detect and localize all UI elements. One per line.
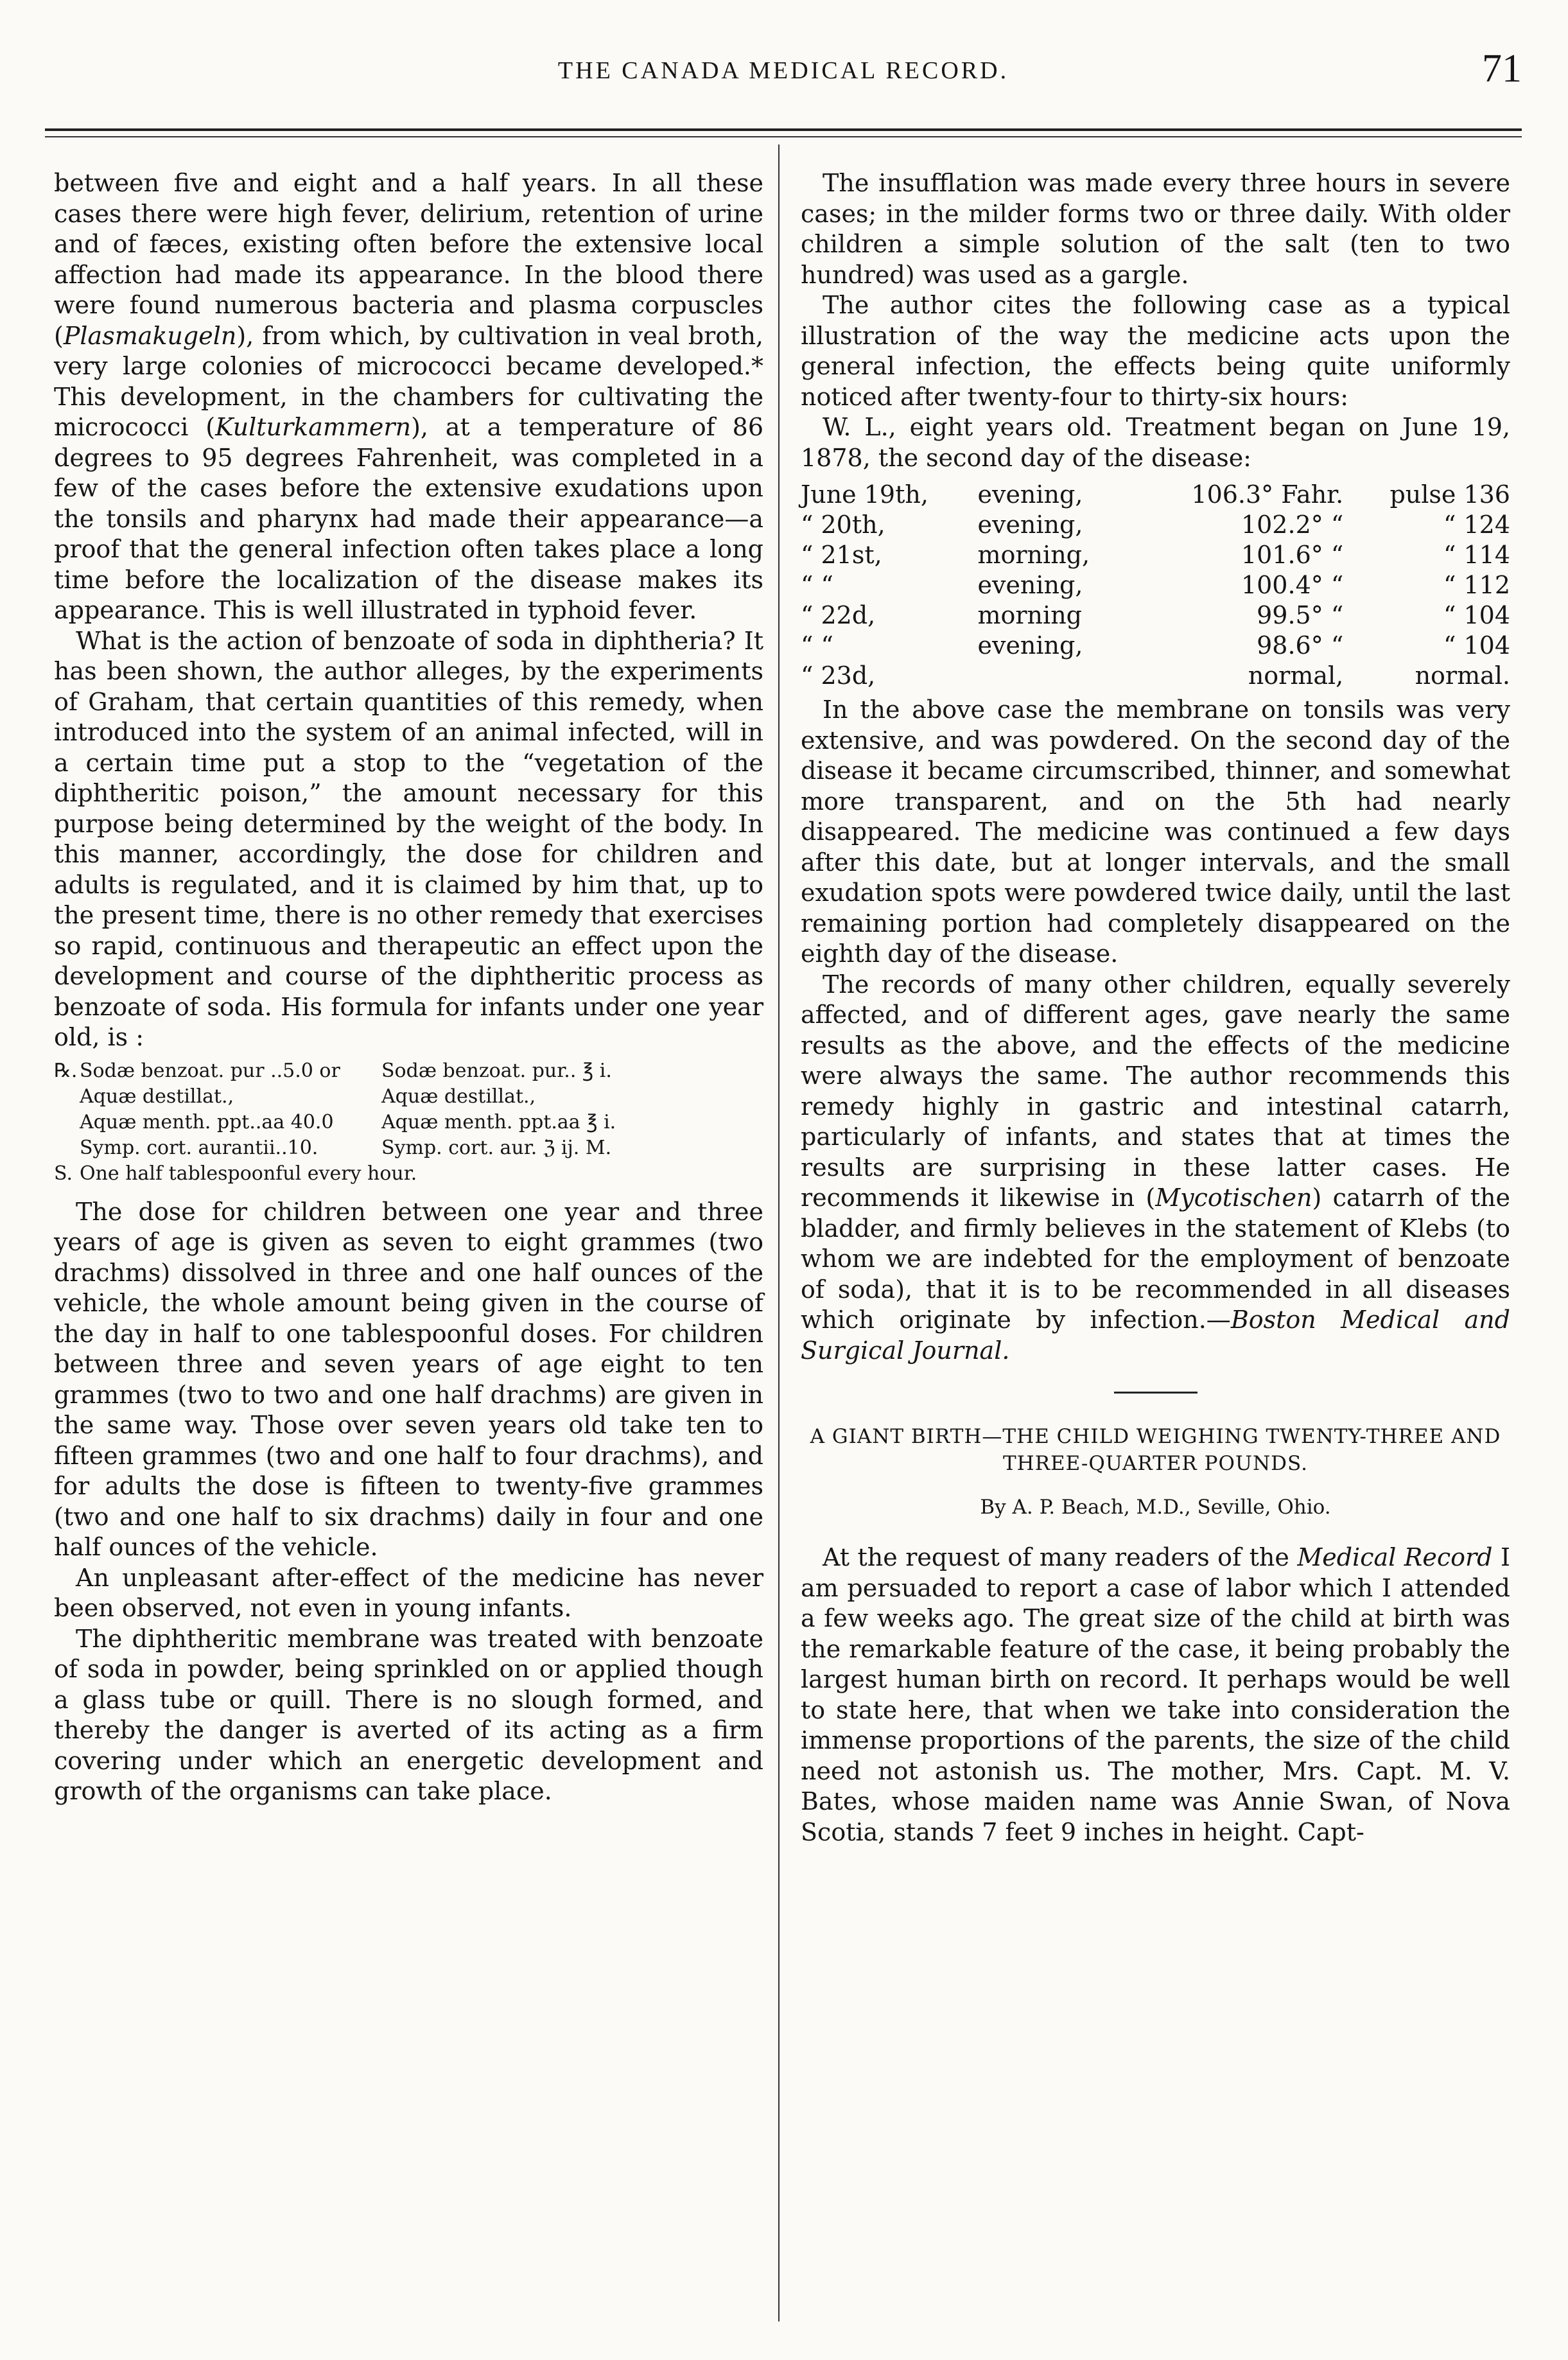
prescription-line: Aquæ destillat., Aquæ destillat., [80, 1085, 536, 1108]
section-divider [1114, 1392, 1198, 1394]
paragraph: In the above case the membrane on tonsils was very extensive, and was powdered. On the second day of the disease it became circumscribed, thinner, and somewhat more transparent, and on the 5th had nearly disappeared. The medicine was continued a few days after this date, but at longer intervals, and the small exudation spots were powdered twice daily, until the last remaining portion had completely disappeared on the eighth day of the disease. [801, 695, 1510, 968]
table-row: “ 21st, morning, 101.6° “ “ 114 [801, 541, 1510, 569]
paragraph: The records of many other children, equally severely affected, and of different ages, gave nearly the same results as the above, and the effects of the medicine were always the same. The author recommends this remedy highly in gastric and intestinal catarrh, particularly of infants, and states that at times the results are surprising in these latter cases. He recommends it likewise in (Mycotischen) catarrh of the bladder, and firmly believes in the statement of Klebs (to whom we are indebted for the employment of benzoate of soda), that it is to be recommended in all diseases which originate by infection.—Boston Medical and Surgical Journal. [801, 970, 1511, 1365]
page-number: 71 [1482, 47, 1522, 91]
paragraph: The author cites the following case as a typical illustration of the way the medicine acts upon the general infection, the effects being quite uniformly noticed after twenty-four to thirty-six hours: [801, 291, 1510, 411]
table-row: “ 20th, evening, 102.2° “ “ 124 [801, 511, 1510, 539]
paragraph: The diphtheritic membrane was treated with benzoate of soda in powder, being sprinkled on or applied though a glass tube or quill. There is no slough formed, and thereby the danger is averted of its acting as a firm covering under which an energetic development and growth of the organisms can take place. [54, 1624, 763, 1805]
left-column [54, 168, 763, 1807]
paragraph: between five and eight and a half years. In all these cases there were high fever, delirium, retention of urine and of fæces, existing often before the extensive local affection had made its appearance. In the blood there were found numerous bacteria and plasma corpuscles (Plasmakugeln), from which, by cultivation in veal broth, very large colonies of micrococci became developed.* This development, in the chambers for cultivating the micrococci (Kulturkammern), at a temperature of 86 degrees to 95 degrees Fahrenheit, was completed in a few of the cases before the extensive exudations upon the tonsils and pharynx had made their appearance—a proof that the general infection often takes place a long time before the localization of the disease makes its appearance. This is well illustrated in typhoid fever. [54, 169, 764, 624]
byline: By A. P. Beach, M.D., Seville, Ohio. [980, 1496, 1331, 1519]
running-title: THE CANADA MEDICAL RECORD. [557, 57, 1009, 84]
prescription-line: Aquæ menth. ppt..aa 40.0 Aquæ menth. ppt.aa ℥ i. [80, 1110, 616, 1133]
table-row: “ “ evening, 100.4° “ “ 112 [801, 571, 1510, 599]
paragraph: An unpleasant after-effect of the medicine has never been observed, not even in young infants. [54, 1563, 763, 1622]
italic-term: Plasmakugeln [63, 321, 237, 350]
header-rule-thick [45, 128, 1522, 131]
paragraph: The dose for children between one year and three years of age is given as seven to eight grammes (two drachms) dissolved in three and one half ounces of the vehicle, the whole amount being given in the course of the day in half to one tablespoonful doses. For children between three and seven years of age eight to ten grammes (two to two and one half drachms) are given in the same way. Those over seven years old take ten to fifteen grammes (two and one half to four drachms), and for adults the dose is fifteen to twenty-five grammes (two and one half to six drachms) daily in four and one half ounces of the vehicle. [54, 1197, 763, 1561]
paragraph: What is the action of benzoate of soda in diphtheria? It has been shown, the author alleges, by the experiments of Graham, that certain quantities of this remedy, when introduced into the system of an animal infected, will in a certain time put a stop to the “vegetation of the diphtheritic poison,” the amount necessary for this purpose being determined by the weight of the body. In this manner, accordingly, the dose for children and adults is regulated, and it is claimed by him that, up to the present time, there is no other remedy that exercises so rapid, continuous and therapeutic an effect upon the development and course of the diphtheritic process as benzoate of soda. His formula for infants under one year old, is : [54, 626, 763, 1051]
italic-term: Kulturkammern [215, 413, 412, 441]
article-title: A GIANT BIRTH—THE CHILD WEIGHING TWENTY-THREE AND THREE-QUARTER POUNDS. [810, 1425, 1501, 1475]
italic-term: Medical Record [1297, 1543, 1493, 1571]
prescription-line: Symp. cort. aurantii..10. Symp. cort. aur. ℨ ij. M. [80, 1136, 612, 1159]
italic-term: Mycotischen [1155, 1184, 1312, 1212]
table-row: “ “ evening, 98.6° “ “ 104 [801, 631, 1510, 660]
right-column [801, 168, 1510, 1848]
paragraph: At the request of many readers of the Medical Record I am persuaded to report a case of labor which I attended a few weeks ago. The great size of the child at birth was the remarkable feature of the case, it being probably the largest human birth on record. It perhaps would be well to state here, that when we take into consideration the immense proportions of the parents, the size of the child need not astonish us. The mother, Mrs. Capt. M. V. Bates, whose maiden name was Annie Swan, of Nova Scotia, stands 7 feet 9 inches in height. Capt- [801, 1543, 1510, 1846]
temperature-table [801, 480, 1510, 691]
paragraph: The insufflation was made every three hours in severe cases; in the milder forms two or three daily. With older children a simple solution of the salt (ten to two hundred) was used as a gargle. [801, 169, 1510, 289]
prescription-line: S. One half tablespoonful every hour. [54, 1162, 417, 1185]
table-row: “ 23d, normal, normal. [801, 661, 1510, 690]
prescription-formula [54, 1058, 763, 1187]
header-rule-thin [45, 136, 1522, 137]
table-row: June 19th, evening, 106.3° Fahr. pulse 136 [801, 480, 1510, 509]
column-divider [778, 144, 780, 2321]
source-citation: Boston Medical and Surgical Journal. [801, 1306, 1510, 1365]
page-header [45, 45, 1522, 122]
prescription-line: ℞. Sodæ benzoat. pur ..5.0 or Sodæ benzoat. pur.. ℥ i. [54, 1059, 612, 1082]
table-row: “ 22d, morning 99.5° “ “ 104 [801, 601, 1510, 629]
paragraph: W. L., eight years old. Treatment began on June 19, 1878, the second day of the disease: [801, 413, 1510, 472]
